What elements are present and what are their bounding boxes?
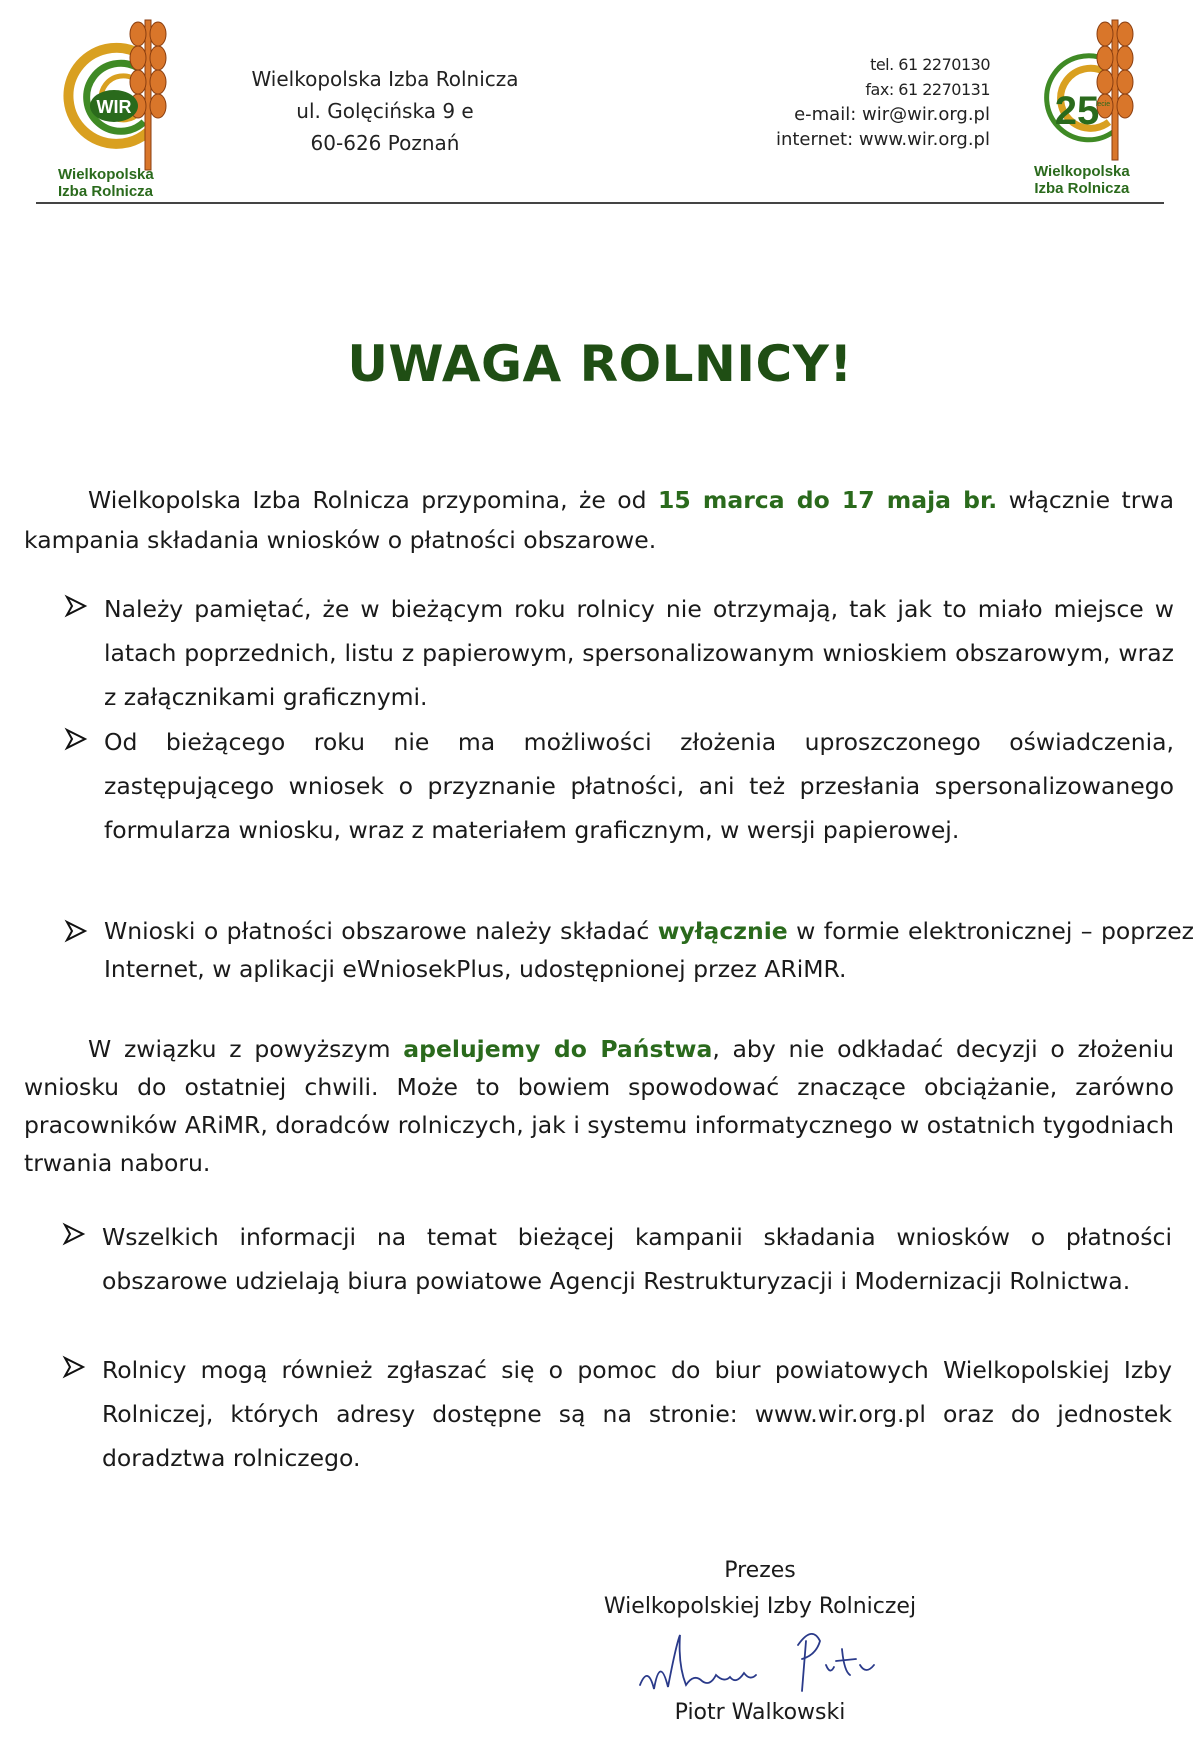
list-item-text: Wszelkich informacji na temat bieżącej kampanii składania wniosków o płatności obszarowe udzielają biura powiatowe Agencji Restrukturyzacji i Modernizacji Rolnictwa. bbox=[102, 1223, 1172, 1295]
address-block bbox=[235, 63, 535, 159]
anniversary-subtext: lecie bbox=[1095, 101, 1111, 108]
arrow-bullet-icon bbox=[62, 1355, 86, 1379]
email-address: e-mail: wir@wir.org.pl bbox=[794, 104, 990, 125]
page-title: UWAGA ROLNICY! bbox=[347, 335, 853, 393]
list-item-text: Należy pamiętać, że w bieżącym roku rolnicy nie otrzymają, tak jak to miało miejsce w latach poprzednich, listu z papierowym, spersonalizowanym wnioskiem obszarowym, wraz z załącznikami graficznymi. bbox=[104, 595, 1174, 711]
arrow-bullet-icon bbox=[64, 919, 88, 943]
address-line-1: Wielkopolska Izba Rolnicza bbox=[251, 67, 519, 91]
list-item-text: Od bieżącego roku nie ma możliwości złożenia uproszczonego oświadczenia, zastępującego wniosek o przyznanie płatności, ani też przesłania spersonalizowanego formularza wniosku, wraz z materiałem graficznym, w wersji papierowej. bbox=[104, 728, 1174, 844]
wir-logo-text: WIR bbox=[96, 97, 132, 117]
signatory-name: Piotr Walkowski bbox=[674, 1700, 846, 1725]
phone-number: tel. 61 2270130 bbox=[870, 55, 990, 74]
arrow-bullet-icon bbox=[64, 727, 88, 751]
handwritten-signature bbox=[620, 1615, 900, 1705]
appeal-emphasis: apelujemy do Państwa bbox=[403, 1035, 713, 1063]
fax-number: fax: 61 2270131 bbox=[865, 80, 990, 99]
anniversary-number: 25 bbox=[1054, 89, 1100, 133]
website-address: internet: www.wir.org.pl bbox=[775, 129, 990, 150]
intro-paragraph: Wielkopolska Izba Rolnicza przypomina, że od 15 marca do 17 maja br. włącznie trwa kampania składania wniosków o płatności obszarowe. bbox=[24, 486, 1175, 554]
address-line-3: 60-626 Poznań bbox=[310, 131, 460, 155]
right-logo-caption: Wielkopolska Izba Rolnicza bbox=[1034, 163, 1130, 197]
arrow-bullet-icon bbox=[62, 1222, 86, 1246]
campaign-dates: 15 marca do 17 maja br. bbox=[658, 486, 998, 514]
header-divider bbox=[36, 202, 1164, 204]
signatory-organization: Wielkopolskiej Izby Rolniczej bbox=[603, 1594, 917, 1619]
appeal-paragraph: W związku z powyższym apelujemy do Państwa, aby nie odkładać decyzji o złożeniu wniosku do ostatniej chwili. Może to bowiem spowodować znaczące obciążanie, zarówno pracowników ARiMR, doradców rolniczych, jak i systemu informatycznego w ostatnich tygodniach trwania naboru. bbox=[24, 1035, 1175, 1177]
contact-block bbox=[690, 52, 990, 152]
left-logo-caption: Wielkopolska Izba Rolnicza bbox=[58, 166, 154, 200]
emphasis-exclusively: wyłącznie bbox=[657, 917, 788, 945]
list-item-text: Wnioski o płatności obszarowe należy składać wyłącznie w formie elektronicznej – poprzez Internet, w aplikacji eWniosekPlus, udostępnionej przez ARiMR. bbox=[104, 917, 1194, 983]
address-line-2: ul. Golęcińska 9 e bbox=[296, 99, 474, 123]
list-item-text: Rolnicy mogą również zgłaszać się o pomoc do biur powiatowych Wielkopolskiej Izby Rolniczej, których adresy dostępne są na stronie: www.wir.org.pl oraz do jednostek doradztwa rolniczego. bbox=[102, 1356, 1172, 1472]
signatory-role: Prezes bbox=[724, 1558, 796, 1583]
arrow-bullet-icon bbox=[64, 594, 88, 618]
